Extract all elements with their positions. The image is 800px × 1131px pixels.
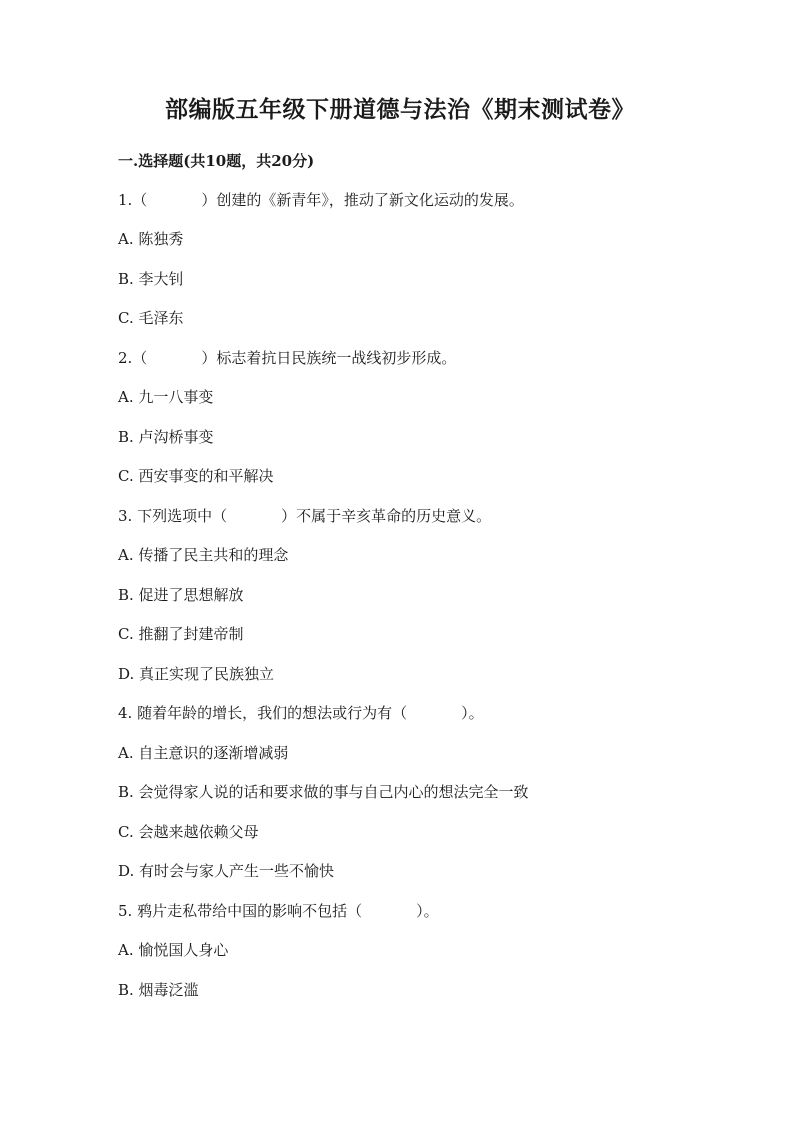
question-5-stem: 5. 鸦片走私带给中国的影响不包括（ ）。 [118,902,439,920]
question-1-stem: 1.（ ）创建的《新青年》，推动了新文化运动的发展。 [118,191,524,209]
question-3-option-d: D. 真正实现了民族独立 [118,665,275,683]
question-2-option-c: C. 西安事变的和平解决 [118,467,274,485]
question-1-option-c: C. 毛泽东 [118,309,184,327]
question-4-option-c: C. 会越来越依赖父母 [118,823,259,841]
question-4-option-a: A. 自主意识的逐渐增减弱 [118,744,289,762]
question-3-option-a: A. 传播了民主共和的理念 [118,546,289,564]
question-3-option-c: C. 推翻了封建帝制 [118,625,244,643]
question-3-option-b: B. 促进了思想解放 [118,586,244,604]
question-1-option-b: B. 李大钊 [118,270,184,288]
question-4-option-b: B. 会觉得家人说的话和要求做的事与自己内心的想法完全一致 [118,783,529,801]
question-4-stem: 4. 随着年龄的增长，我们的想法或行为有（ ）。 [118,704,484,722]
question-2-option-b: B. 卢沟桥事变 [118,428,214,446]
question-1-option-a: A. 陈独秀 [118,230,184,248]
question-4-option-d: D. 有时会与家人产生一些不愉快 [118,862,335,880]
question-2-stem: 2.（ ）标志着抗日民族统一战线初步形成。 [118,349,457,367]
question-2-option-a: A. 九一八事变 [118,388,214,406]
question-5-option-a: A. 愉悦国人身心 [118,941,229,959]
question-3-stem: 3. 下列选项中（ ）不属于辛亥革命的历史意义。 [118,507,492,525]
section-heading: 一.选择题(共10题，共20分) [118,152,315,170]
page-title: 部编版五年级下册道德与法治《期末测试卷》 [165,96,635,123]
question-5-option-b: B. 烟毒泛滥 [118,981,199,999]
